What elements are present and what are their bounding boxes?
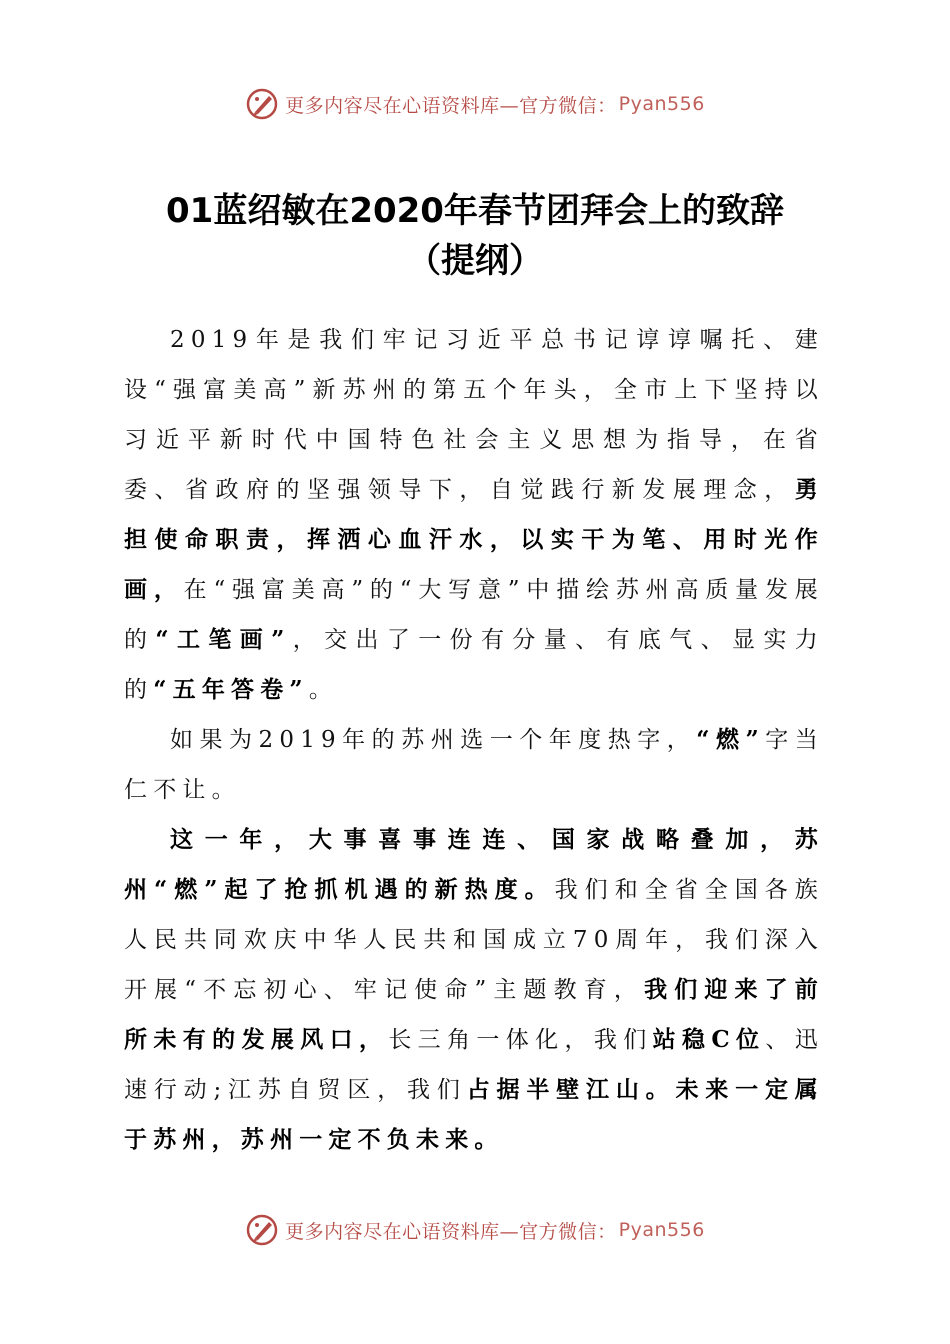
p3-bold-1: 这一年，大事喜事连连、国家战略叠加，苏州“燃”起了抢抓机遇的新热度。	[124, 826, 824, 903]
document-body	[124, 315, 824, 1165]
pen-logo-icon	[245, 1213, 279, 1247]
p1-text-3: ，交出了一份有分量、有底气、显实力的	[124, 627, 825, 703]
paragraph-3	[124, 815, 824, 1165]
paragraph-1	[124, 315, 824, 715]
p2-text-1: 如果为2019年的苏州选一个年度热字，	[170, 727, 697, 753]
document-title	[100, 186, 850, 286]
p1-bold-3: “五年答卷”	[153, 676, 309, 703]
watermark-footer	[0, 1210, 950, 1250]
p3-text-1: 我们和全省全国各族人民共同欢庆中华人民共和国成立70周年，我们深入开展“不忘初心、牢记使命”主题教育，	[124, 877, 824, 1003]
p1-text-1: 2019年是我们牢记习近平总书记谆谆嘱托、建设“强富美高”新苏州的第五个年头，全市上下坚持以习近平新时代中国特色社会主义思想为指导，在省委、省政府的坚强领导下，自觉践行新发展理念，	[124, 327, 824, 503]
watermark-wechat-id: Pyan556	[618, 1219, 705, 1241]
title-line-2: （提纲）	[407, 241, 543, 281]
p2-text-2: 字当仁不让。	[124, 727, 825, 803]
paragraph-2	[124, 715, 824, 815]
p3-bold-2: 我们迎来了前所未有的发展风口，	[124, 976, 824, 1053]
watermark-text: 更多内容尽在心语资料库—官方微信：	[285, 1220, 617, 1243]
title-line-1: 01蓝绍敏在2020年春节团拜会上的致辞	[166, 191, 784, 231]
p1-text-2: 在“强富美高”的“大写意”中描绘苏州高质量发展的	[124, 577, 824, 653]
p3-text-2: 长三角一体化，我们	[388, 1027, 653, 1053]
watermark-header	[0, 84, 950, 124]
pen-logo-icon	[245, 87, 279, 121]
watermark-text: 更多内容尽在心语资料库—官方微信：	[285, 94, 617, 117]
p3-bold-3: 站稳C位	[652, 1026, 766, 1053]
p1-bold-1: 勇担使命职责，挥洒心血汗水，以实干为笔、用时光作画，	[124, 476, 824, 603]
p1-bold-2: “工笔画”	[155, 626, 291, 653]
p3-text-3: 、迅速行动;江苏自贸区，我们	[124, 1027, 824, 1103]
p2-bold-1: “燃”	[696, 726, 765, 753]
watermark-wechat-id: Pyan556	[618, 93, 705, 115]
p3-bold-4: 占据半壁江山。未来一定属于苏州，苏州一定不负未来。	[124, 1076, 824, 1153]
p1-text-4: 。	[308, 677, 339, 703]
